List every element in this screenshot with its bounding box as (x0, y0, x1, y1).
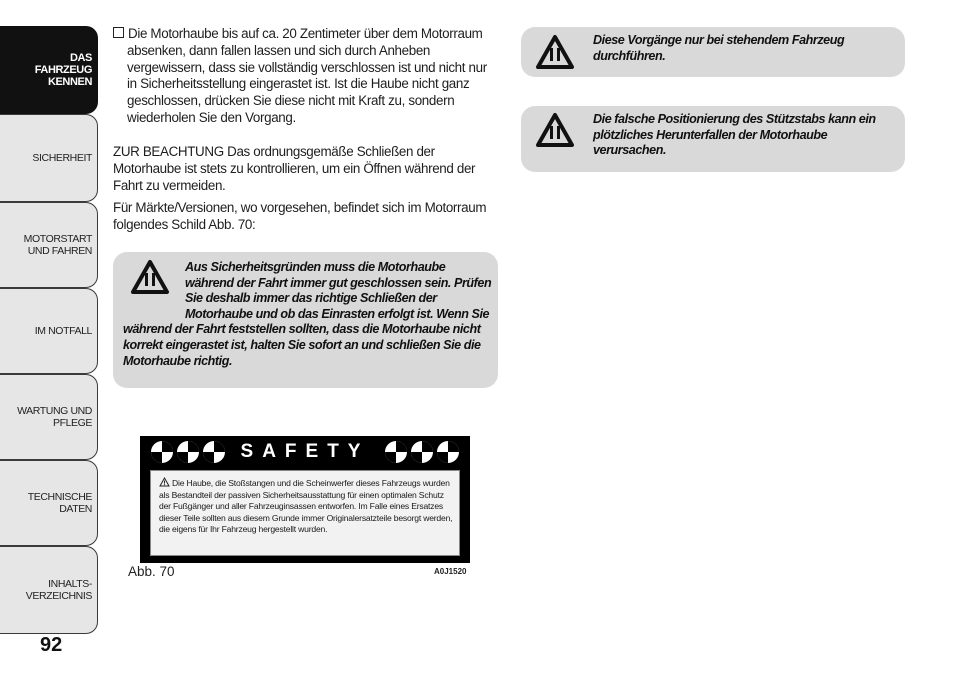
tab-label: IM NOTFALL (34, 325, 92, 337)
tab-im-notfall[interactable] (0, 288, 98, 374)
tab-inhaltsverzeichnis[interactable] (0, 546, 98, 634)
warning-stationary-text: Diese Vorgänge nur bei stehendem Fahrzeug durchführen. (593, 33, 845, 63)
figure-code: A0J1520 (434, 567, 467, 576)
safety-label-body (150, 470, 460, 556)
figure-caption: Abb. 70 (128, 564, 175, 579)
bullet-text: Die Motorhaube bis auf ca. 20 Zentimeter über dem Motorraum absenken, dann fallen lassen und sich durch Anheben vergewissern, dass sie vollständig verschlossen ist und nicht nur in Sicherheitsstellung eingerastet ist. Ist die Haube nicht ganz geschlossen, drücken Sie diese nicht mit Kraft zu, sondern wiederholen Sie den Vorgang. (127, 26, 487, 125)
tab-label: TECHNISCHE DATEN (27, 491, 92, 515)
warning-box-main (113, 252, 498, 388)
tab-das-fahrzeug-kennen[interactable] (0, 26, 98, 114)
warning-main-text: Aus Sicherheitsgründen muss die Motorhaube während der Fahrt immer gut geschlossen sein. Prüfen Sie deshalb immer das richtige Schließen der Motorhaube und ob das Einrasten erfolgt ist. Wenn Sie während der Fahrt feststellen sollten, dass die Motorhaube nicht korrekt eingerastet ist, halten Sie sofort an und schließen Sie die Motorhaube richtig. (123, 260, 492, 368)
safety-banner (140, 436, 470, 468)
safety-label-text: Die Haube, die Stoßstangen und die Scheinwerfer dieses Fahrzeugs wurden als Bestandteil der passiven Sicherheitsausstattung für einen optimalen Schutz der Fußgänger und aller Fahrzeuginsassen entworfen. Im Falle eines Ersatzes dieser Teile sollten aus diesem Grunde immer Originalersatzteile besorgt werden, die eigens für Ihr Fahrzeug hergestellt wurden. (159, 478, 453, 535)
small-warning-icon (159, 477, 170, 487)
safety-banner-text: SAFETY (240, 441, 370, 462)
tab-motorstart-und-fahren[interactable] (0, 202, 98, 288)
tab-wartung-und-pflege[interactable] (0, 374, 98, 460)
tab-label: DAS FAHRZEUG KENNEN (34, 52, 92, 88)
checkbox-bullet-icon (113, 27, 124, 38)
warning-support-rod-text: Die falsche Positionierung des Stützstabs kann ein plötzliches Herunterfallen der Motorhaube verursachen. (593, 112, 876, 158)
warning-box-stationary (521, 27, 905, 77)
warning-box-support-rod (521, 106, 905, 172)
safety-label-figure (140, 436, 470, 563)
tab-label: WARTUNG UND PFLEGE (17, 405, 92, 429)
note-paragraph: ZUR BEACHTUNG Das ordnungsgemäße Schließen der Motorhaube ist stets zu kontrollieren, um ein Öffnen während der Fahrt zu vermeiden. (113, 144, 476, 193)
tab-label: INHALTS- VERZEICHNIS (25, 578, 92, 602)
bullet-instruction (113, 26, 498, 127)
tab-label: MOTORSTART UND FAHREN (23, 233, 92, 257)
tab-technische-daten[interactable] (0, 460, 98, 546)
tab-sicherheit[interactable] (0, 114, 98, 202)
warning-triangle-icon (535, 34, 575, 70)
page-number: 92 (40, 634, 63, 656)
warning-triangle-icon (535, 112, 575, 148)
tab-label: SICHERHEIT (32, 152, 92, 164)
label-paragraph: Für Märkte/Versionen, wo vorgesehen, befindet sich im Motorraum folgendes Schild Abb. 70: (113, 200, 487, 232)
